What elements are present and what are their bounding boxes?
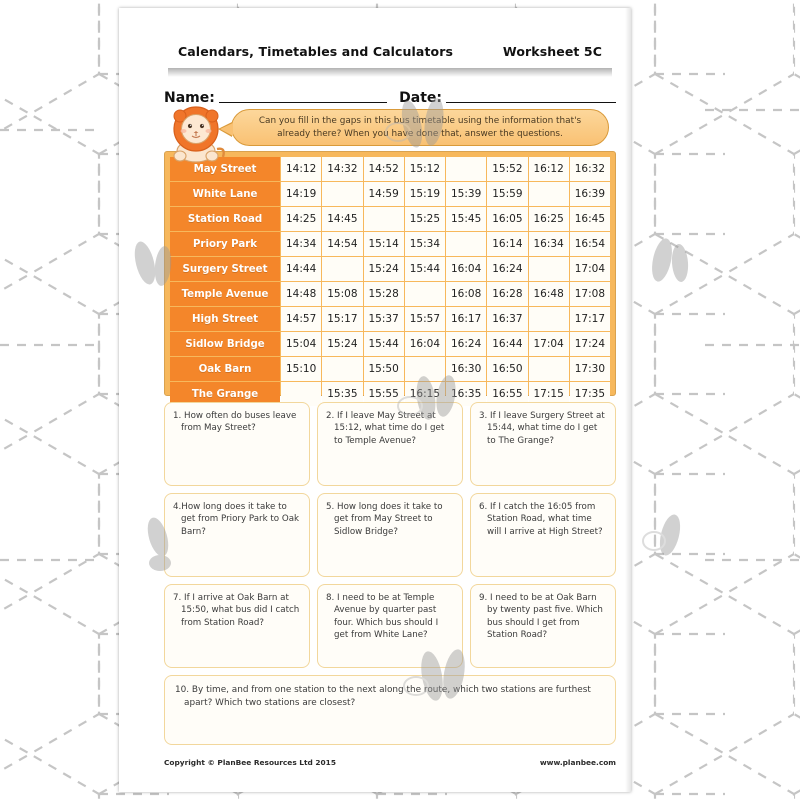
- timetable-cell: 16:45: [570, 207, 610, 231]
- timetable-cell-blank[interactable]: [322, 182, 362, 206]
- timetable-cell-blank[interactable]: [529, 307, 569, 331]
- timetable-cell: 16:08: [446, 282, 486, 306]
- question-box-9[interactable]: [470, 584, 616, 668]
- timetable-cell: 15:17: [322, 307, 362, 331]
- station-label-surgery-street: Surgery Street: [170, 257, 280, 281]
- timetable-cell: 16:05: [487, 207, 527, 231]
- website-link[interactable]: www.planbee.com: [539, 758, 616, 767]
- question-box-1[interactable]: [164, 402, 310, 486]
- timetable-cell: 15:44: [405, 257, 445, 281]
- timetable-cell: 14:19: [281, 182, 321, 206]
- timetable-cell: 17:04: [529, 332, 569, 356]
- instruction-text: Can you fill in the gaps in this bus timetable using the information that's already there? When you have done that, answer the questions.: [258, 116, 582, 139]
- title-bar-shadow: [168, 68, 612, 77]
- timetable-cell: 16:50: [487, 357, 527, 381]
- timetable-cell: 17:17: [570, 307, 610, 331]
- question-box-4[interactable]: [164, 493, 310, 577]
- timetable-cell: 14:25: [281, 207, 321, 231]
- question-text: 5. How long does it take to get from May Street to Sidlow Bridge?: [326, 502, 443, 537]
- page-footer: [164, 758, 616, 767]
- timetable-cell-blank[interactable]: [405, 357, 445, 381]
- name-write-line[interactable]: [219, 101, 387, 103]
- timetable-cell: 16:17: [446, 307, 486, 331]
- timetable-row: [170, 207, 610, 231]
- question-text: 10. By time, and from one station to the next along the route, which two stations are furthest apart? Which two stations are closest?: [175, 685, 591, 708]
- station-label-station-road: Station Road: [170, 207, 280, 231]
- timetable-cell: 15:52: [487, 157, 527, 181]
- timetable-cell: 14:57: [281, 307, 321, 331]
- timetable-cell-blank[interactable]: [405, 282, 445, 306]
- station-label-white-lane: White Lane: [170, 182, 280, 206]
- lion-mascot-icon: [165, 105, 227, 163]
- timetable-cell: 15:50: [364, 357, 404, 381]
- timetable-cell: 16:32: [570, 157, 610, 181]
- timetable-cell: 14:12: [281, 157, 321, 181]
- timetable-cell: 16:48: [529, 282, 569, 306]
- timetable-cell: 14:45: [322, 207, 362, 231]
- timetable-cell-blank[interactable]: [529, 357, 569, 381]
- timetable-cell: 15:44: [364, 332, 404, 356]
- timetable-cell: 15:55: [364, 382, 404, 406]
- timetable-cell: 15:12: [405, 157, 445, 181]
- timetable-cell: 16:35: [446, 382, 486, 406]
- timetable-cell-blank[interactable]: [446, 157, 486, 181]
- station-label-high-street: High Street: [170, 307, 280, 331]
- timetable-cell: 16:55: [487, 382, 527, 406]
- name-label: Name:: [164, 90, 215, 106]
- timetable-row: [170, 307, 610, 331]
- bus-timetable: [164, 151, 616, 400]
- timetable-cell: 15:08: [322, 282, 362, 306]
- page-title: Calendars, Timetables and Calculators: [178, 43, 454, 59]
- timetable-cell: 16:39: [570, 182, 610, 206]
- timetable-cell-blank[interactable]: [364, 207, 404, 231]
- timetable-cell: 16:24: [446, 332, 486, 356]
- questions-section: [164, 402, 616, 745]
- timetable-cell: 15:37: [364, 307, 404, 331]
- date-label: Date:: [399, 90, 442, 106]
- timetable-cell: 16:54: [570, 232, 610, 256]
- timetable-cell: 15:14: [364, 232, 404, 256]
- timetable-cell: 16:04: [446, 257, 486, 281]
- timetable-cell: 17:30: [570, 357, 610, 381]
- timetable-cell: 14:34: [281, 232, 321, 256]
- timetable-cell: 16:24: [487, 257, 527, 281]
- timetable-cell: 17:35: [570, 382, 610, 406]
- timetable-cell: 14:59: [364, 182, 404, 206]
- timetable-row: [170, 157, 610, 181]
- question-text: 4.How long does it take to get from Priory Park to Oak Barn?: [173, 502, 300, 537]
- timetable-row: [170, 357, 610, 381]
- timetable-cell-blank[interactable]: [529, 257, 569, 281]
- timetable-cell: 14:52: [364, 157, 404, 181]
- timetable-cell: 17:08: [570, 282, 610, 306]
- timetable-cell: 16:37: [487, 307, 527, 331]
- timetable-cell: 15:24: [364, 257, 404, 281]
- timetable-row: [170, 257, 610, 281]
- timetable-cell: 15:25: [405, 207, 445, 231]
- timetable-cell: 15:10: [281, 357, 321, 381]
- timetable-cell: 14:32: [322, 157, 362, 181]
- question-text: 1. How often do buses leave from May Street?: [173, 411, 297, 434]
- question-text: 3. If I leave Surgery Street at 15:44, what time do I get to The Grange?: [479, 411, 605, 446]
- name-date-row: [164, 84, 616, 106]
- question-row: [164, 402, 616, 486]
- station-label-may-street: May Street: [170, 157, 280, 181]
- timetable-cell-blank[interactable]: [322, 257, 362, 281]
- question-box-3[interactable]: [470, 402, 616, 486]
- question-text: 8. I need to be at Temple Avenue by quarter past four. Which bus should I get from White Lane?: [326, 593, 439, 640]
- timetable-cell-blank[interactable]: [529, 182, 569, 206]
- station-label-sidlow-bridge: Sidlow Bridge: [170, 332, 280, 356]
- timetable-row: [170, 232, 610, 256]
- question-box-8[interactable]: [317, 584, 463, 668]
- timetable-cell-blank[interactable]: [322, 357, 362, 381]
- worksheet-page: [119, 8, 631, 792]
- timetable-cell: 16:25: [529, 207, 569, 231]
- timetable-cell: 15:45: [446, 207, 486, 231]
- timetable-cell: 15:24: [322, 332, 362, 356]
- timetable-row: [170, 282, 610, 306]
- date-write-line[interactable]: [446, 101, 616, 103]
- question-box-7[interactable]: [164, 584, 310, 668]
- timetable-cell: 15:39: [446, 182, 486, 206]
- question-box-10[interactable]: [164, 675, 616, 745]
- question-text: 7. If I arrive at Oak Barn at 15:50, what bus did I catch from Station Road?: [173, 593, 300, 628]
- question-text: 9. I need to be at Oak Barn by twenty past five. Which bus should I get from Station Road?: [479, 593, 603, 640]
- timetable-cell: 16:44: [487, 332, 527, 356]
- timetable-cell: 14:44: [281, 257, 321, 281]
- timetable-cell: 15:34: [405, 232, 445, 256]
- station-label-the-grange: The Grange: [170, 382, 280, 406]
- timetable-cell: 14:48: [281, 282, 321, 306]
- station-label-temple-avenue: Temple Avenue: [170, 282, 280, 306]
- worksheet-title-bar: [168, 34, 612, 68]
- timetable-cell: 17:24: [570, 332, 610, 356]
- timetable-cell: 15:19: [405, 182, 445, 206]
- question-box-6[interactable]: [470, 493, 616, 577]
- station-label-oak-barn: Oak Barn: [170, 357, 280, 381]
- timetable-cell: 17:15: [529, 382, 569, 406]
- copyright-text: Copyright © PlanBee Resources Ltd 2015: [164, 758, 336, 767]
- question-box-5[interactable]: [317, 493, 463, 577]
- question-text: 2. If I leave May Street at 15:12, what time do I get to Temple Avenue?: [326, 411, 445, 446]
- timetable-cell: 16:04: [405, 332, 445, 356]
- timetable-cell: 16:14: [487, 232, 527, 256]
- timetable-cell: 16:15: [405, 382, 445, 406]
- timetable-cell: 16:30: [446, 357, 486, 381]
- question-row: [164, 493, 616, 577]
- worksheet-label: Worksheet 5C: [502, 43, 602, 59]
- timetable-row: [170, 332, 610, 356]
- instruction-speech-bubble: [231, 109, 609, 146]
- timetable-cell: 17:04: [570, 257, 610, 281]
- question-box-2[interactable]: [317, 402, 463, 486]
- timetable-cell: 15:04: [281, 332, 321, 356]
- question-text: 6. If I catch the 16:05 from Station Road, what time will I arrive at High Street?: [479, 502, 603, 537]
- timetable-cell: 15:57: [405, 307, 445, 331]
- timetable-cell: 16:12: [529, 157, 569, 181]
- timetable-row: [170, 182, 610, 206]
- timetable-cell: 15:35: [322, 382, 362, 406]
- timetable-cell: 16:34: [529, 232, 569, 256]
- timetable-cell: 14:54: [322, 232, 362, 256]
- station-label-priory-park: Priory Park: [170, 232, 280, 256]
- timetable-cell: 16:28: [487, 282, 527, 306]
- timetable-cell-blank[interactable]: [446, 232, 486, 256]
- timetable-cell: 15:59: [487, 182, 527, 206]
- timetable-cell: 15:28: [364, 282, 404, 306]
- question-row: [164, 584, 616, 668]
